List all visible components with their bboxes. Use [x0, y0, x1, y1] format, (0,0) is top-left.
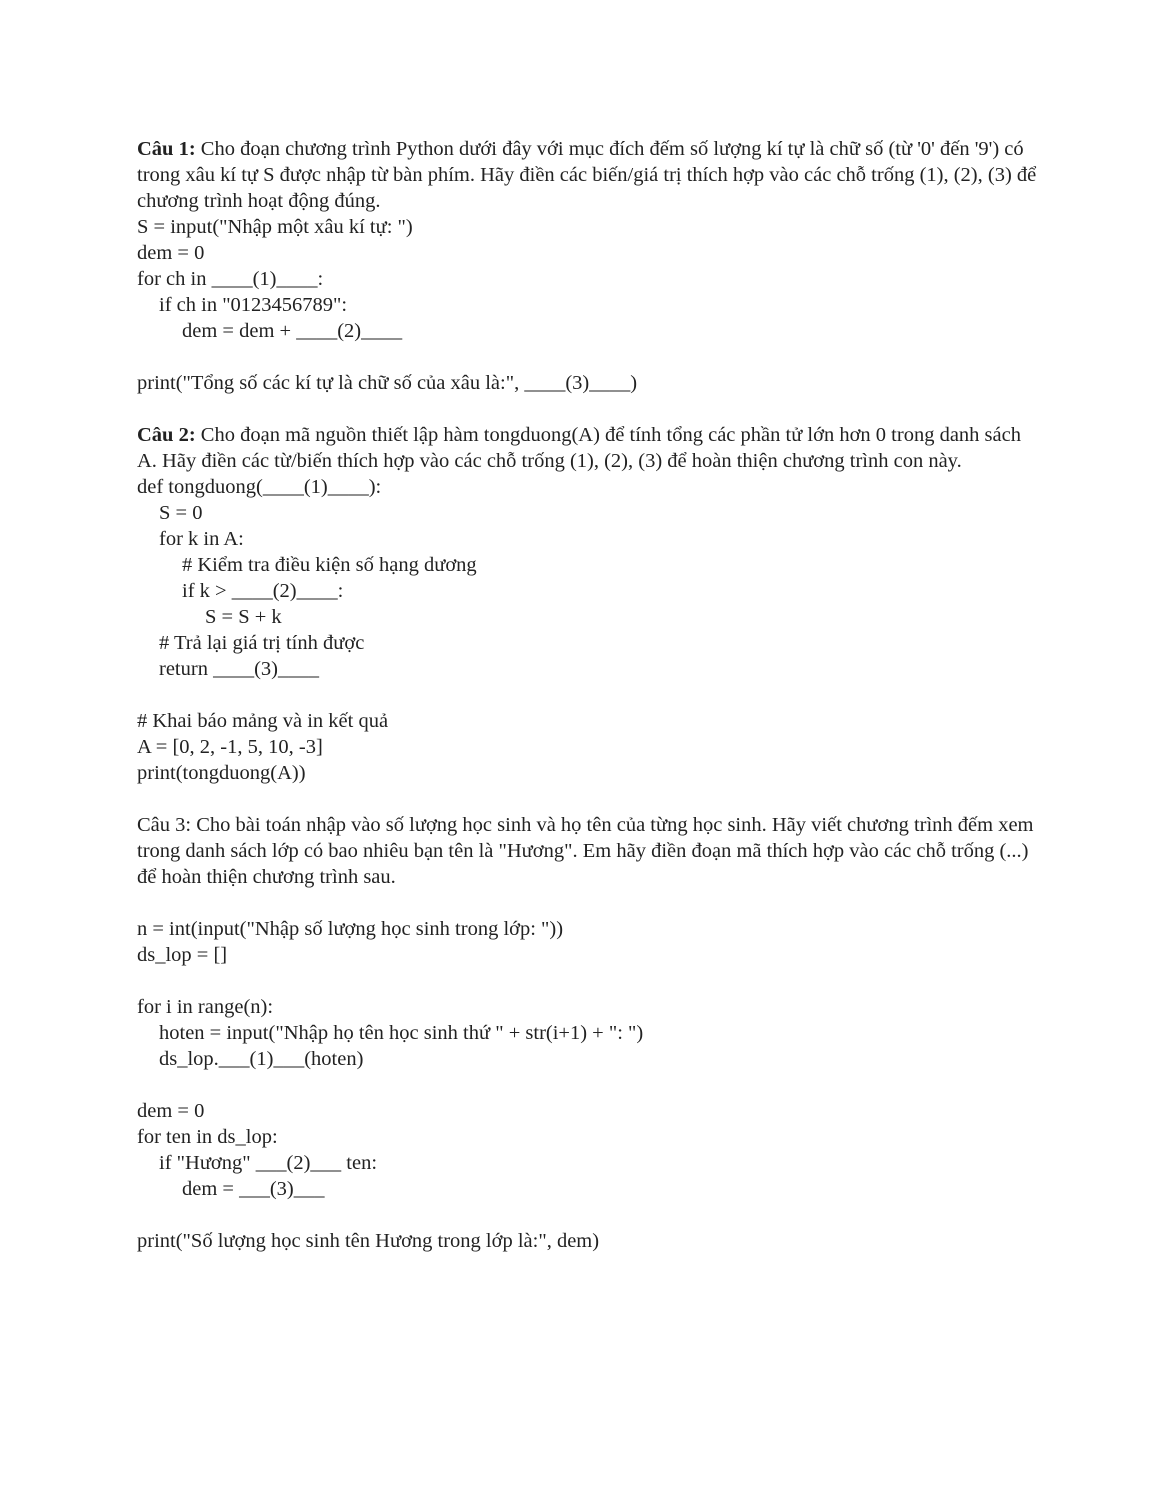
- code-line: if k > ____(2)____:: [182, 580, 344, 602]
- question-3-prompt: Câu 3: Cho bài toán nhập vào số lượng học sinh và họ tên của từng học sinh. Hãy viết chương trình đếm xem trong danh sách lớp có bao nhiêu bạn tên là "Hương". Em hãy điền đoạn mã thích hợp vào các chỗ trống (...) để hoàn thiện chương trình sau.: [137, 814, 1034, 888]
- question-1-label: Câu 1:: [137, 138, 196, 160]
- blank-line: [137, 786, 1037, 812]
- code-line: dem = 0: [137, 242, 205, 264]
- code-line: return ____(3)____: [159, 658, 319, 680]
- question-1-text: Cho đoạn chương trình Python dưới đây với mục đích đếm số lượng kí tự là chữ số (từ '0' đến '9') có trong xâu kí tự S được nhập từ bàn phím. Hãy điền các biến/giá trị thích hợp vào các chỗ trống (1), (2), (3) để chương trình hoạt động đúng.: [137, 138, 1037, 212]
- code-line: print(tongduong(A)): [137, 762, 306, 784]
- code-line: print("Tổng số các kí tự là chữ số của xâu là:", ____(3)____): [137, 372, 638, 394]
- code-comment: # Khai báo mảng và in kết quả: [137, 710, 389, 732]
- code-line: for ch in ____(1)____:: [137, 268, 324, 290]
- code-line: hoten = input("Nhập họ tên học sinh thứ " + str(i+1) + ": "): [159, 1022, 644, 1044]
- code-line: S = 0: [159, 502, 203, 524]
- code-line: S = S + k: [205, 606, 282, 628]
- code-line: S = input("Nhập một xâu kí tự: "): [137, 216, 413, 238]
- blank-line: [137, 890, 1037, 916]
- code-line: for i in range(n):: [137, 996, 274, 1018]
- code-line: n = int(input("Nhập số lượng học sinh trong lớp: ")): [137, 918, 564, 940]
- code-line: def tongduong(____(1)____):: [137, 476, 382, 498]
- code-line: dem = 0: [137, 1100, 205, 1122]
- blank-line: [137, 344, 1037, 370]
- code-line: if ch in "0123456789":: [159, 294, 348, 316]
- code-line: ds_lop.___(1)___(hoten): [159, 1048, 364, 1070]
- question-2-prompt: [137, 422, 1037, 474]
- question-2-label: Câu 2:: [137, 424, 196, 446]
- code-line: for k in A:: [159, 528, 244, 550]
- question-1-prompt: [137, 136, 1037, 214]
- question-2-text: Cho đoạn mã nguồn thiết lập hàm tongduong(A) để tính tổng các phần tử lớn hơn 0 trong danh sách A. Hãy điền các từ/biến thích hợp vào các chỗ trống (1), (2), (3) để hoàn thiện chương trình con này.: [137, 424, 1021, 472]
- code-line: dem = dem + ____(2)____: [182, 320, 403, 342]
- code-line: ds_lop = []: [137, 944, 228, 966]
- blank-line: [137, 396, 1037, 422]
- blank-line: [137, 968, 1037, 994]
- code-line: dem = ___(3)___: [182, 1178, 325, 1200]
- code-line: for ten in ds_lop:: [137, 1126, 278, 1148]
- blank-line: [137, 1202, 1037, 1228]
- blank-line: [137, 1072, 1037, 1098]
- code-line: if "Hương" ___(2)___ ten:: [159, 1152, 378, 1174]
- blank-line: [137, 682, 1037, 708]
- code-line: print("Số lượng học sinh tên Hương trong lớp là:", dem): [137, 1230, 600, 1252]
- code-comment: # Kiểm tra điều kiện số hạng dương: [182, 554, 477, 576]
- code-comment: # Trả lại giá trị tính được: [159, 632, 365, 654]
- code-line: A = [0, 2, -1, 5, 10, -3]: [137, 736, 323, 758]
- document-page: [137, 136, 1037, 1254]
